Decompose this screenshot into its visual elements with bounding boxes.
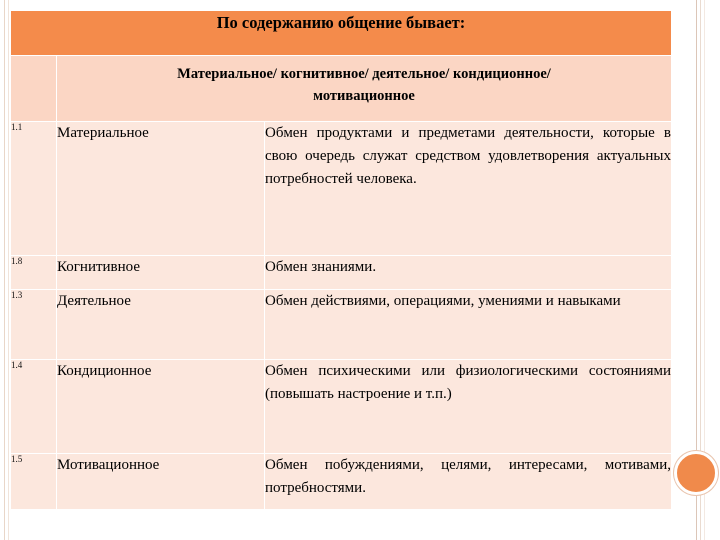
table-subheader-row [11, 56, 672, 122]
row-description: Обмен знаниями. [265, 256, 672, 290]
row-description: Обмен продуктами и предметами деятельности, которые в свою очередь служат средством удовлетворения актуальных потребностей человека. [265, 122, 672, 256]
row-type-name: Деятельное [57, 290, 265, 360]
row-description: Обмен побуждениями, целями, интересами, мотивами, потребностями. [265, 454, 672, 510]
decorative-circle [674, 451, 718, 495]
row-type-name: Материальное [57, 122, 265, 256]
row-number: 1.5 [11, 454, 57, 510]
frame-line-left-inner [8, 0, 9, 540]
table-row [11, 360, 672, 454]
row-description: Обмен действиями, операциями, умениями и навыками [265, 290, 672, 360]
table-row [11, 290, 672, 360]
table-subtitle [57, 56, 672, 122]
table-header-row [11, 11, 672, 56]
table-row [11, 256, 672, 290]
row-number: 1.1 [11, 122, 57, 256]
row-number: 1.3 [11, 290, 57, 360]
subtitle-line-1: Материальное/ когнитивное/ деятельное/ кондиционное/ [177, 66, 551, 82]
row-number: 1.8 [11, 256, 57, 290]
subtitle-line-2: мотивационное [313, 88, 415, 104]
table-row [11, 454, 672, 510]
table-title: По содержанию общение бывает: [11, 11, 672, 56]
communication-types-table [10, 10, 672, 510]
row-type-name: Мотивационное [57, 454, 265, 510]
row-description: Обмен психическими или физиологическими состояниями (повышать настроение и т.п.) [265, 360, 672, 454]
table-row [11, 122, 672, 256]
row-type-name: Кондиционное [57, 360, 265, 454]
frame-line-left [4, 0, 5, 540]
row-number: 1.4 [11, 360, 57, 454]
row-type-name: Когнитивное [57, 256, 265, 290]
subheader-empty-cell [11, 56, 57, 122]
